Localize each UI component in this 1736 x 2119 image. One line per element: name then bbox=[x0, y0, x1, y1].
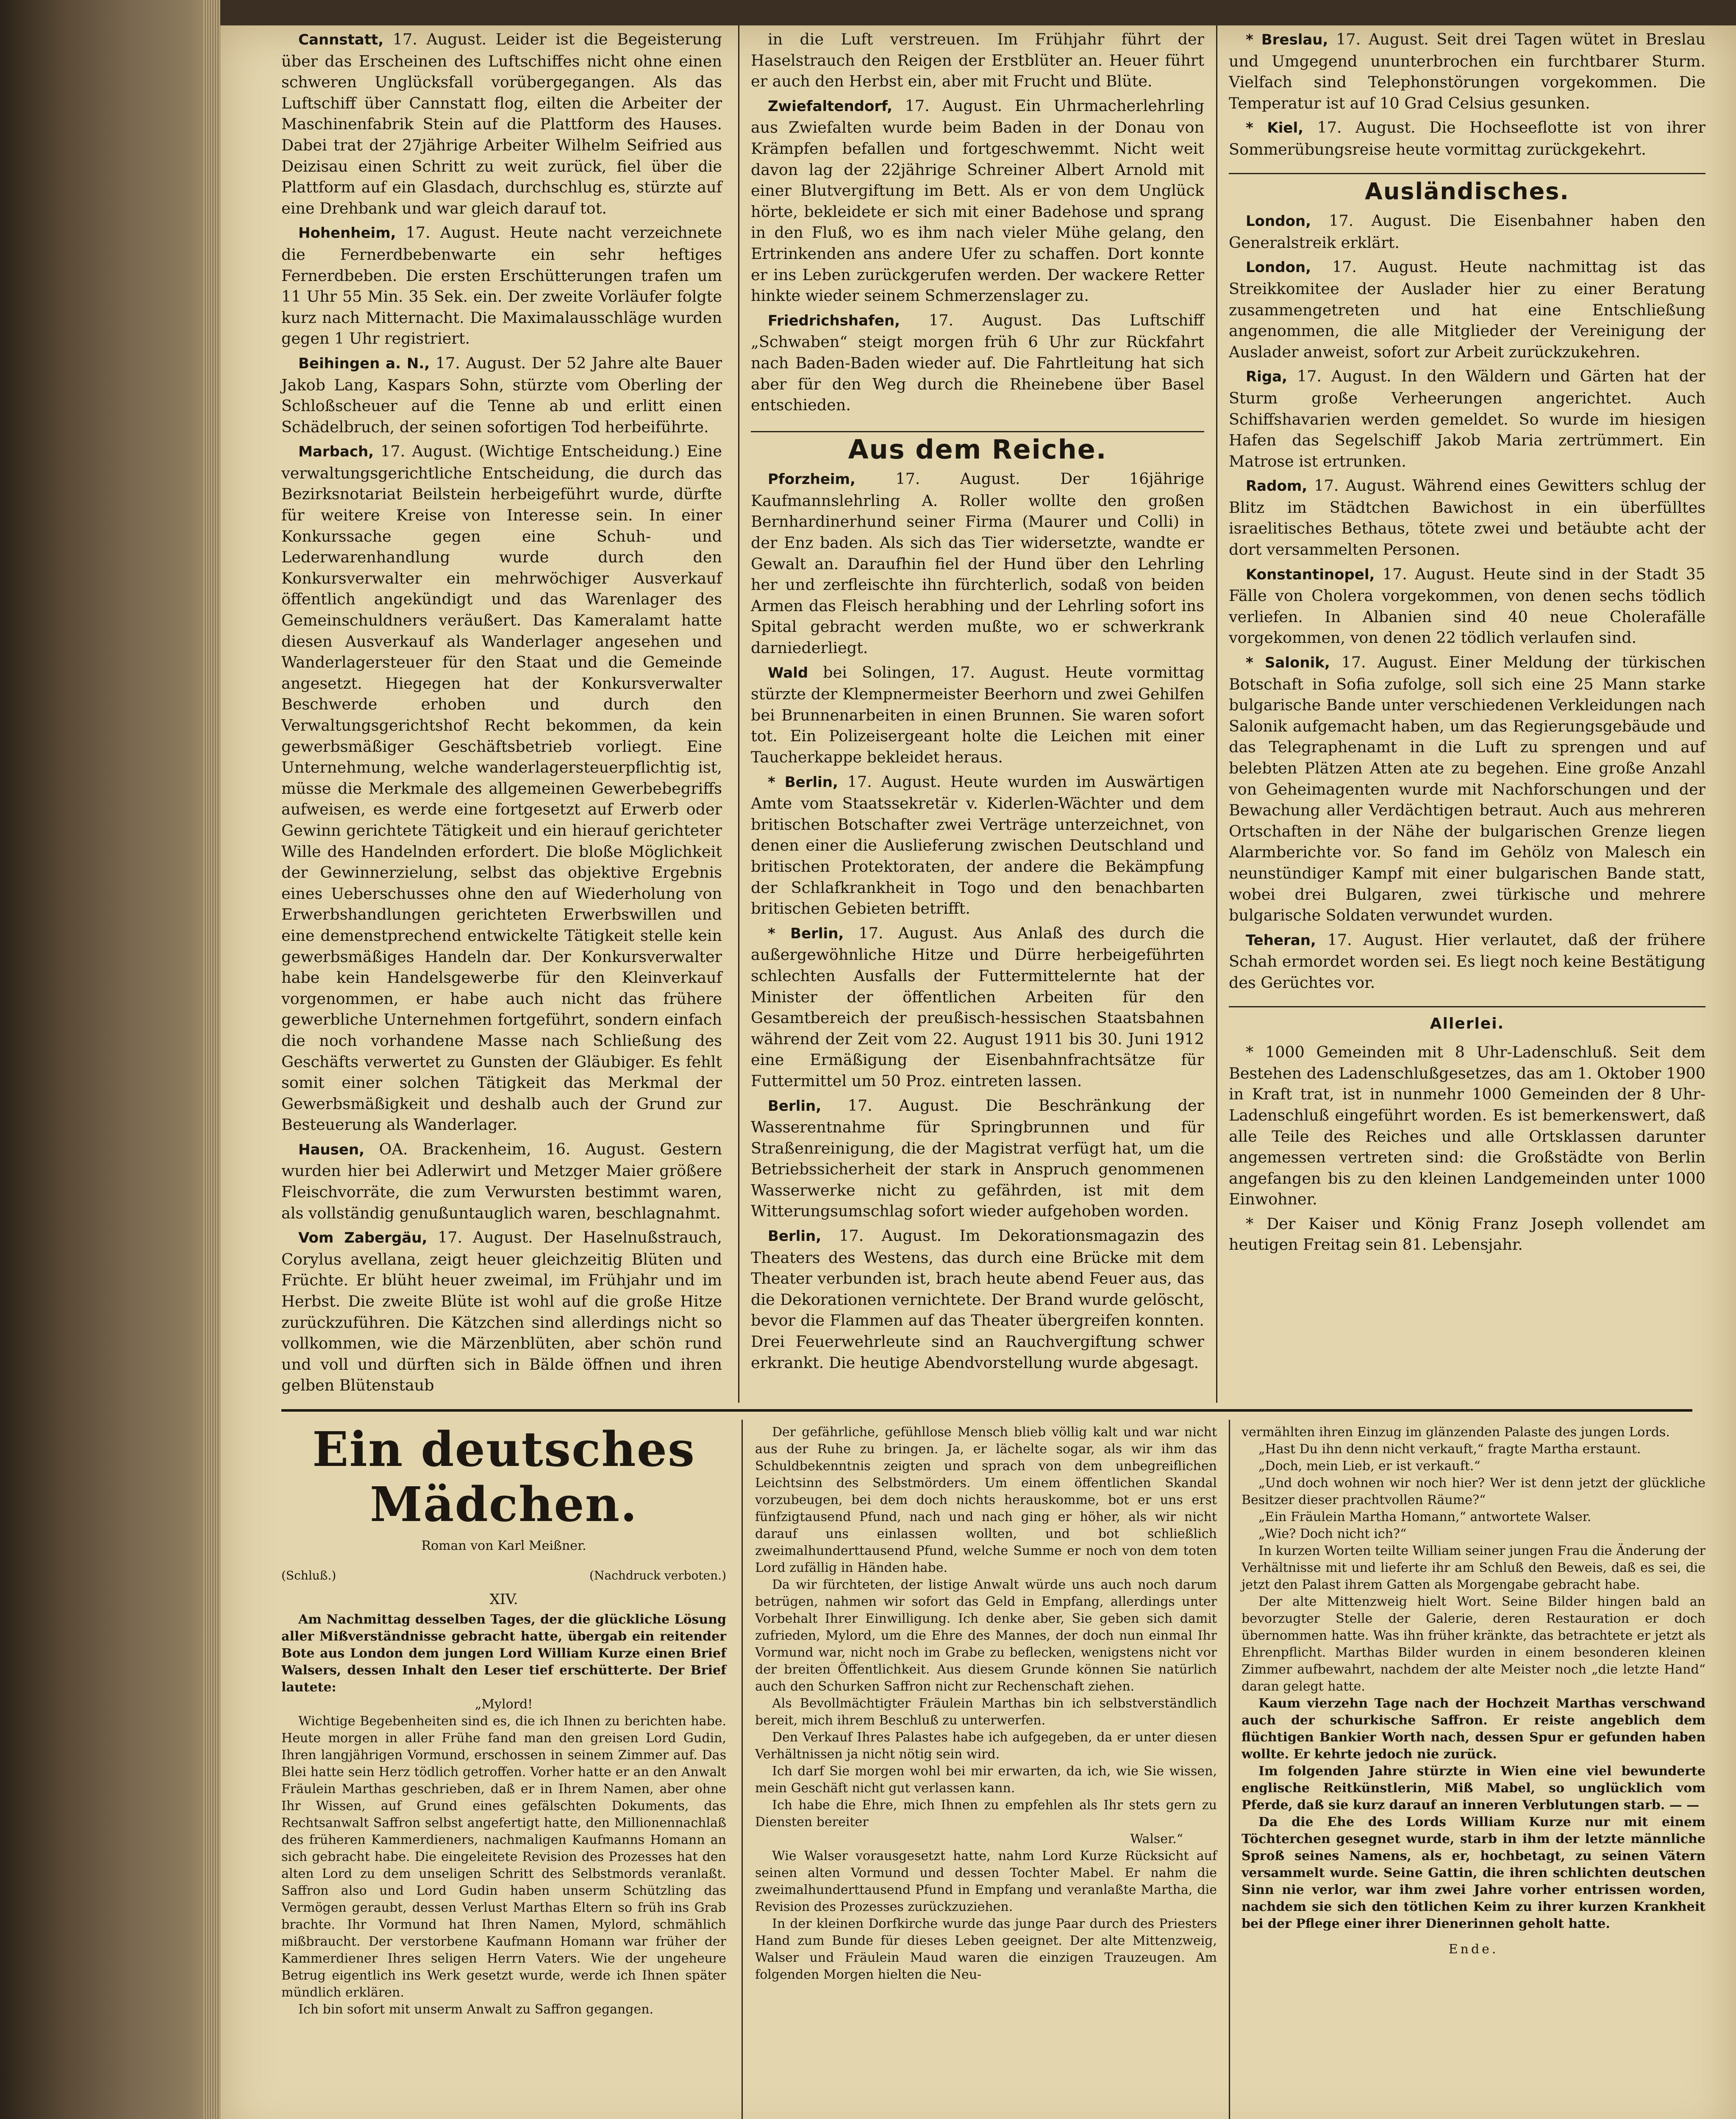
news-text: 17. August. Aus Anlaß des durch die außergewöhnliche Hitze und Dürre herbeigeführten schlechten Ausfalls der Futtermittelernte hat der Minister der öffentlichen Arbeiten für den Gesamtbereich der preußisch-hessischen Staatsbahnen während der Zeit vom 22. August 1911 bis 30. Juni 1912 eine Ermäßigung der Eisenbahnfrachtsätze für Futtermittel um 50 Proz. eintreten lassen. bbox=[751, 923, 1204, 1090]
news-text: 17. August. Die Beschränkung der Wasserentnahme für Springbrunnen und für Straßenreinigung, die der Magistrat verfügt hat, um die Betriebssicherheit der stark in Anspruch genommenen Wasserwerke nicht zu gefährden, ist mit dem Witterungsumschlag sofort wieder aufgehoben worden. bbox=[751, 1096, 1204, 1221]
news-item bbox=[1229, 929, 1705, 993]
novel-paragraph: vermählten ihren Einzug im glänzenden Palaste des jungen Lords. bbox=[1242, 1425, 1670, 1440]
column-separator bbox=[738, 25, 739, 1403]
novel-paragraph: Wie Walser vorausgesetzt hatte, nahm Lord Kurze Rücksicht auf seinen alten Vormund und dessen Tochter Mabel. Er nahm die zweimalhunderttausend Pfund in Empfang und veranlaßte Martha, die Revision des Prozesses zurückzuziehen. bbox=[755, 1849, 1217, 1914]
nachdruck-note: (Nachdruck verboten.) bbox=[589, 1568, 726, 1582]
news-dateline: Vom Zabergäu, bbox=[298, 1229, 428, 1247]
news-text: 17. August. Im Dekorationsmagazin des Theaters des Westens, das durch eine Brücke mit dem Theater verbunden ist, brach heute abend Feuer aus, das die Dekorationen vernichtete. Der Brand wurde gelöscht, bevor die Flammen auf das Theater übergreifen konnten. Drei Feuerwehrleute sind an Rauchvergiftung schwer erkrankt. Die heutige Abendvorstellung wurde abgesagt. bbox=[751, 1226, 1204, 1372]
news-text: 17. August. Der Haselnußstrauch, Corylus avellana, zeigt heuer gleichzeitig Blüten und Früchte. Er blüht heuer zweimal, im Frühjahr und im Herbst. Die zweite Blüte ist wohl auf die große Hitze zurückzuführen. Die Kätzchen sind allerdings nicht so vollkommen, wie die Märzenblüten, aber schön rund und voll und dürften sich in Bälde öffnen und ihren gelben Blütenstaub bbox=[281, 1228, 722, 1395]
news-item bbox=[1229, 366, 1705, 472]
column-separator bbox=[742, 1420, 743, 2119]
news-dateline: * Kiel, bbox=[1246, 120, 1304, 137]
chapter-number: XIV. bbox=[489, 1591, 518, 1608]
news-item bbox=[1229, 564, 1705, 648]
news-item bbox=[751, 923, 1204, 1092]
news-item bbox=[751, 662, 1204, 768]
news-dateline: London, bbox=[1246, 259, 1311, 276]
heading-aus-dem-reiche: Aus dem Reiche. bbox=[751, 431, 1204, 460]
news-item bbox=[1229, 1213, 1705, 1255]
news-text: 17. August. Heute sind in der Stadt 35 Fälle von Cholera vorgekommen, von denen sechs tödlich verliefen. In Albanien sind 40 neue Cholerafälle vorgekommen, von denen 22 tödlich verlaufen sind. bbox=[1229, 565, 1705, 647]
novel-paragraph: Der gefährliche, gefühllose Mensch blieb völlig kalt und war nicht aus der Ruhe zu bringen. Ja, er lächelte sogar, als wir ihm das Schuldbekenntnis zeigten und sprach von dem unbegreiflichen Leichtsinn des Selbstmörders. Um einem öffentlichen Skandal vorzubeugen, bei dem doch nichts herauskomme, bot er uns erst fünfzigtausend Pfund, nach und nach ging er höher, als wir nicht darauf uns einlassen wollten, und bot schließlich zweimalhunderttausend Pfund, welche Summe er noch von dem toten Lord zufällig in Händen habe. bbox=[755, 1425, 1217, 1575]
novel-paragraph: Im folgenden Jahre stürzte in Wien eine viel bewunderte englische Reitkünstlerin, Miß Mabel, so unglücklich vom Pferde, daß sie kurz darauf an inneren Verblutungen starb. — — bbox=[1242, 1764, 1705, 1813]
novel-column-1 bbox=[281, 1420, 726, 2119]
news-item bbox=[751, 1095, 1204, 1222]
novel-end: Ende. bbox=[1448, 1942, 1499, 1957]
novel-column-2 bbox=[755, 1424, 1217, 2119]
news-text: 17. August. Ein Uhrmacherlehrling aus Zwiefalten wurde beim Baden in der Donau von Krämpfen befallen und fortgeschwemmt. Nicht weit davon lag der 22jährige Schreiner Albert Arnold mit einer Blutvergiftung im Bett. Als er von dem Unglück hörte, bekleidete er sich mit einer Badehose und sprang in den Fluß, wo es ihm nach vieler Mühe gelang, den Ertrinkenden ans andere Ufer zu schaffen. Dort konnte er ins Leben zurückgerufen werden. Der wackere Retter hinkte wieder seinem Schmerzenslager zu. bbox=[751, 96, 1204, 305]
news-dateline: * Berlin, bbox=[768, 925, 844, 942]
novel-byline: Roman von Karl Meißner. bbox=[421, 1538, 586, 1553]
news-item bbox=[751, 771, 1204, 919]
novel-paragraph: Kaum vierzehn Tage nach der Hochzeit Marthas verschwand auch der schurkische Saffron. Er reiste angeblich dem flüchtigen Bankier Worth nach, dessen Spur er gefunden haben wollte. Er kehrte jedoch nie zurück. bbox=[1242, 1696, 1705, 1762]
news-dateline: Pforzheim, bbox=[768, 471, 856, 488]
news-item bbox=[1229, 256, 1705, 362]
novel-intro: Am Nachmittag desselben Tages, der die glückliche Lösung aller Mißverständnisse gebracht hatte, übergab ein reitender Bote aus London dem jungen Lord William Kurze einen Brief Walsers, dessen Inhalt den Leser tief erschütterte. Der Brief lautete: bbox=[281, 1612, 726, 1695]
news-text: * 1000 Gemeinden mit 8 Uhr-Ladenschluß. Seit dem Bestehen des Ladenschlußgesetzes, das am 1. Oktober 1900 in Kraft trat, ist in nunmehr 1000 Gemeinden der 8 Uhr-Ladenschluß eingeführt worden. Es ist bemerkenswert, daß alle Teile des Reiches und alle Ortsklassen darunter angemessen vertreten sind: die Großstädte von Berlin angefangen bis zu den kleinen Landgemeinden unter 1000 Einwohner. bbox=[1229, 1043, 1705, 1209]
column-separator bbox=[1216, 25, 1217, 1403]
news-item bbox=[1229, 1042, 1705, 1210]
news-text: * Der Kaiser und König Franz Joseph vollendet am heutigen Freitag sein 81. Lebensjahr. bbox=[1229, 1214, 1705, 1254]
news-dateline: Radom, bbox=[1246, 478, 1308, 495]
news-item bbox=[751, 310, 1204, 416]
novel-paragraph: Der alte Mittenzweig hielt Wort. Seine Bilder hingen bald an bevorzugter Stelle der Galerie, deren Restauration er doch übernommen hatte. Was ihn früher kränkte, das betrachtete er jetzt als Ehrenpflicht. Marthas Bilder wurden in einem besonderen kleinen Zimmer aufbewahrt, nachdem der alte Meister noch „die letzte Hand“ daran gelegt hatte. bbox=[1242, 1594, 1705, 1694]
news-text: 17. August. Leider ist die Begeisterung über das Erscheinen des Luftschiffes nicht ohne einen schweren Unglücksfall vorübergegangen. Als das Luftschiff über Cannstatt flog, eilten die Arbeiter der Maschinenfabrik Stein auf die Plattform des Hauses. Dabei trat der 27jährige Arbeiter Wilhelm Seifried aus Deizisau einen Schritt zu weit zurück, fiel über die Plattform auf ein Glasdach, durchschlug es, stürzte auf eine Drehbank und war gleich darauf tot. bbox=[281, 30, 722, 217]
news-item bbox=[281, 222, 722, 349]
news-text: 17. August. In den Wäldern und Gärten hat der Sturm große Verheerungen angerichtet. Auch Schiffshavarien werden gemeldet. So wurde im hiesigen Hafen das Segelschiff Jakob Maria zertrümmert. Ein Matrose ist ertrunken. bbox=[1229, 367, 1705, 470]
news-item bbox=[281, 353, 722, 437]
column-separator bbox=[1229, 1420, 1230, 2119]
news-dateline: London, bbox=[1246, 213, 1311, 230]
news-dateline: Friedrichshafen, bbox=[768, 312, 900, 329]
novel-paragraph: In der kleinen Dorfkirche wurde das junge Paar durch des Priesters Hand zum Bunde für dieses Leben geeignet. Der alte Mittenzweig, Walser und Fräulein Maud waren die einzigen Trauzeugen. Am folgenden Morgen hielten die Neu- bbox=[755, 1916, 1217, 1982]
column-2 bbox=[751, 25, 1204, 1377]
news-text: 17. August. Der 16jährige Kaufmannslehrling A. Roller wollte den großen Bernhardinerhund seiner Firma (Maurer und Colli) in der Enz baden. Als sich das Tier widersetzte, wandte er Gewalt an. Daraufhin fiel der Hund über den Lehrling her und zerfleischte ihn fürchterlich, sodaß von beiden Armen das Fleisch herabhing und der Lehrling sofort ins Spital gebracht werden mußte, wo er schwerkrank darniederliegt. bbox=[751, 470, 1204, 657]
novel-paragraph: Da wir fürchteten, der listige Anwalt würde uns auch noch darum betrügen, nahmen wir sofort das Geld in Empfang, allerdings unter Vorbehalt Ihrer Einwilligung. Ich denke aber, Sie geben sich damit zufrieden, Mylord, um die Ehre des Mannes, der doch nun einmal Ihr Vormund war, nicht noch im Grabe zu beflecken, wenigstens nicht vor der breiten Öffentlichkeit. Aus diesem Grunde können Sie natürlich auch den Schurken Saffron nicht zur Rechenschaft ziehen. bbox=[755, 1577, 1217, 1694]
novel-paragraph: „Hast Du ihn denn nicht verkauft,“ fragte Martha erstaunt. bbox=[1258, 1442, 1641, 1457]
news-item bbox=[1229, 117, 1705, 160]
news-item bbox=[281, 1227, 722, 1396]
news-text: 17. August. Der 52 Jahre alte Bauer Jakob Lang, Kaspars Sohn, stürzte vom Oberling der Schloßscheuer auf die Tenne ab und erlitt einen Schädelbruch, der seinen sofortigen Tod herbeiführte. bbox=[281, 353, 722, 436]
letter-salutation: „Mylord! bbox=[475, 1697, 533, 1712]
news-text: 17. August. Heute wurden im Auswärtigen Amte vom Staatssekretär v. Kiderlen-Wächter und dem britischen Botschafter zwei Verträge unterzeichnet, von denen einer die Auslieferung zwischen Deutschland und britischen Protektoraten, der andere die Bekämpfung der Schlafkrankheit in Togo und den benachbarten britischen Gebieten betrifft. bbox=[751, 772, 1204, 918]
novel-paragraph: Ich darf Sie morgen wohl bei mir erwarten, da ich, wie Sie wissen, mein Geschäft nicht gut verlassen kann. bbox=[755, 1764, 1217, 1796]
novel-paragraph: „Ein Fräulein Martha Homann,“ antwortete Walser. bbox=[1258, 1510, 1592, 1524]
news-text: 17. August. Die Eisenbahner haben den Generalstreik erklärt. bbox=[1229, 211, 1705, 252]
news-dateline: Wald bbox=[768, 664, 808, 681]
schluss-note: (Schluß.) bbox=[281, 1568, 336, 1582]
heading-allerlei: Allerlei. bbox=[1229, 1006, 1705, 1034]
news-dateline: Marbach, bbox=[298, 443, 374, 461]
novel-paragraph: Ich habe die Ehre, mich Ihnen zu empfehlen als Ihr stets gern zu Diensten bereiter bbox=[755, 1798, 1217, 1830]
novel-paragraph: Wichtige Begebenheiten sind es, die ich Ihnen zu berichten habe. Heute morgen in aller Frühe fand man den greisen Lord Gudin, Ihren langjährigen Vormund, erschossen in seinem Zimmer auf. Das Blei hatte sein Herz tödlich getroffen. Vorher hatte er an den Anwalt Fräulein Marthas geschrieben, daß er in Ihrem Namen, aber ohne Ihr Wissen, auf Grund eines gefälschten Dokuments, das Rechtsanwalt Saffron selbst angefertigt hatte, den Millionennachlaß des früheren Kammerdieners, nachmaligen Kaufmanns Homann an sich gebracht habe. Die eingeleitete Revision des Prozesses hat den alten Lord zu dem unseligen Schritt des Selbstmords veranlaßt. Saffron also und Lord Gudin haben unserm Schützling das Vermögen geraubt, dessen Verlust Marthas Eltern so früh ins Grab brachte. Ihr Vormund hat Ihren Namen, Mylord, schmählich mißbraucht. Der verstorbene Kaufmann Homann war früher der Kammerdiener Ihres seligen Herrn Vaters. Wie der ungeheure Betrug eigentlich ins Werk gesetzt wurde, werde ich Ihnen später mündlich erklären. bbox=[281, 1714, 726, 2000]
news-item bbox=[1229, 29, 1705, 114]
news-text: bei Solingen, 17. August. Heute vormittag stürzte der Klempnermeister Beerhorn und zwei Gehilfen bei Brunnenarbeiten in einen Brunnen. Sie waren sofort tot. Ein Polizeisergeant holte die Leichen mit einer Taucherkappe bekleidet heraus. bbox=[751, 663, 1204, 766]
news-item bbox=[281, 1139, 722, 1224]
novel-paragraph: Den Verkauf Ihres Palastes habe ich aufgegeben, da er unter diesen Verhältnissen ja nicht nötig sein wird. bbox=[755, 1730, 1217, 1762]
column-3 bbox=[1229, 25, 1705, 1377]
feuilleton-rule bbox=[281, 1409, 1692, 1412]
news-item bbox=[751, 29, 1204, 92]
news-text: 17. August. Hier verlautet, daß der frühere Schah ermordet worden sei. Es liegt noch keine Bestätigung des Gerüchtes vor. bbox=[1229, 930, 1705, 992]
news-text: 17. August. Einer Meldung der türkischen Botschaft in Sofia zufolge, soll sich eine 25 Mann starke bulgarische Bande unter verschiedenen Verkleidungen nach Salonik aufgemacht haben, um das Regierungsgebäude und das Telegraphenamt in die Luft zu sprengen und auf belebten Plätzen Atten ate zu begehen. Eine große Anzahl von Geheimagenten wurde mit Nachforschungen und der Bewachung aller Verdächtigen betraut. Auch aus mehreren Ortschaften in der Nähe der bulgarischen Grenze liegen Alarmberichte vor. So fand im Gehölz von Malesch ein neunstündiger Kampf mit einer bulgarischen Bande statt, wobei drei Bulgaren, zwei türkische und mehrere bulgarische Soldaten verwundet wurden. bbox=[1229, 653, 1705, 925]
novel-paragraph: Als Bevollmächtigter Fräulein Marthas bin ich selbstverständlich bereit, mich ihrem Beschluß zu unterwerfen. bbox=[755, 1696, 1217, 1728]
news-dateline: * Berlin, bbox=[768, 773, 838, 791]
news-dateline: Hohenheim, bbox=[298, 225, 396, 242]
novel-paragraph: „Doch, mein Lieb, er ist verkauft.“ bbox=[1258, 1459, 1480, 1474]
news-dateline: Riga, bbox=[1246, 368, 1288, 386]
news-dateline: * Salonik, bbox=[1246, 654, 1330, 672]
news-text: 17. August. Die Hochseeflotte ist von ihrer Sommerübungsreise heute vormittag zurückgekehrt. bbox=[1229, 118, 1706, 159]
news-item bbox=[1229, 210, 1705, 253]
news-dateline: Berlin, bbox=[768, 1097, 822, 1115]
news-text: in die Luft verstreuen. Im Frühjahr führt der Haselstrauch den Reigen der Erstblüter an. Heuer führt er auch den Herbst ein, aber mit Frucht und Blüte. bbox=[751, 30, 1204, 91]
heading-auslaendisches: Ausländisches. bbox=[1229, 173, 1705, 202]
novel-column-3 bbox=[1242, 1424, 1705, 2119]
news-text: 17. August. Seit drei Tagen wütet in Breslau und Umgegend ununterbrochen ein furchtbarer Sturm. Vielfach sind Telephonstörungen vorgekommen. Die Temperatur ist auf 10 Grad Celsius gesunken. bbox=[1229, 30, 1705, 112]
news-text: 17. August. Während eines Gewitters schlug der Blitz im Städtchen Bawichost in ein überfülltes israelitisches Bethaus, tötete zwei und betäubte acht der dort versammelten Personen. bbox=[1229, 476, 1705, 559]
news-item bbox=[751, 95, 1204, 306]
news-text: 17. August. (Wichtige Entscheidung.) Eine verwaltungsgerichtliche Entscheidung, die durch das Bezirksnotariat Beilstein herbeigeführt wurde, dürfte für weitere Kreise von Interesse sein. In einer Konkurssache gegen eine Schuh- und Lederwarenhandlung wurde durch den Konkursverwalter ein mehrwöchiger Ausverkauf öffentlich angekündigt und das Warenlager des Gemeinschuldners veräußert. Das Kameralamt hatte diesen Ausverkauf als Wanderlager angesehen und Wanderlagersteuer für den Staat und die Gemeinde angesetzt. Hiegegen hat der Konkursverwalter Beschwerde erhoben und durch den Verwaltungsgerichtshof Recht bekommen, da kein gewerbsmäßiger Geschäftsbetrieb vorliegt. Eine Unternehmung, welche wanderlagersteuerpflichtig ist, müsse die Merkmale des allgemeinen Gewerbebegriffs aufweisen, es werde eine fortgesetzt auf Erwerb oder Gewinn gerichtete Tätigkeit und ein hierauf gerichteter Wille des Handelnden erfordert. Die bloße Möglichkeit der Gewinnerzielung, selbst das objektive Ergebnis eines Ueberschusses ohne den auf Wiederholung von Erwerbshandlungen gerichteten Erwerbswillen und eine demenstprechend entwickelte Tätigkeit stelle kein gewerbsmäßiges Handeln dar. Der Konkursverwalter habe kein Handelsgewerbe für den Kleinverkauf vorgenommen, er habe auch nicht das frühere gewerbliche Unternehmen fortgeführt, sondern einfach die noch vorhandene Masse nach Schließung des Geschäfts verwertet zu Gunsten der Gläubiger. Es fehlt somit einer solchen Tätigkeit das Merkmal der Gewerbsmäßigkeit und deshalb auch der Grund zur Besteuerung als Wanderlager. bbox=[281, 442, 722, 1134]
news-text: 17. August. Das Luftschiff „Schwaben“ steigt morgen früh 6 Uhr zur Rückfahrt nach Baden-Baden wieder auf. Die Fahrtleitung hat sich aber für den Weg durch die Rheinebene über Basel entschieden. bbox=[751, 311, 1204, 414]
news-dateline: * Breslau, bbox=[1246, 31, 1328, 48]
novel-meta bbox=[281, 1567, 726, 1584]
news-dateline: Hausen, bbox=[298, 1141, 365, 1158]
novel-paragraph: „Wie? Doch nicht ich?“ bbox=[1258, 1527, 1407, 1541]
news-dateline: Zwiefaltendorf, bbox=[768, 97, 892, 115]
news-item bbox=[751, 1225, 1204, 1373]
book-binding bbox=[0, 0, 220, 2119]
news-dateline: Konstantinopel, bbox=[1246, 566, 1375, 583]
news-item bbox=[1229, 475, 1705, 560]
newspaper-page bbox=[220, 25, 1736, 2119]
letter-signature: Walser.“ bbox=[1130, 1832, 1183, 1846]
novel-paragraph: In kurzen Worten teilte William seiner jungen Frau die Änderung der Verhältnisse mit und lieferte ihr am Schluß den Beweis, daß es sei, die jetzt den Palast ihrem Gatten als Morgengabe gebracht habe. bbox=[1242, 1543, 1705, 1592]
news-text: OA. Brackenheim, 16. August. Gestern wurden hier bei Adlerwirt und Metzger Maier größere Fleischvorräte, die zum Verwursten bestimmt waren, als vollständig genußuntauglich waren, beschlagnahmt. bbox=[281, 1140, 722, 1222]
news-item bbox=[751, 468, 1204, 658]
novel-paragraph: „Und doch wohnen wir noch hier? Wer ist denn jetzt der glückliche Besitzer dieser prachtvollen Räume?“ bbox=[1242, 1476, 1705, 1507]
novel-paragraph: Da die Ehe des Lords William Kurze nur mit einem Töchterchen gesegnet wurde, starb in ihm der letzte männliche Sproß seines Namens, als er, hochbetagt, zu seinen Vätern versammelt wurde. Seine Gattin, die ihren schlichten deutschen Sinn nie verlor, war ihm zwei Jahre vorher entrissen worden, nachdem sie sich den tötlichen Keim zu ihrer kurzen Krankheit bei der Pflege einer ihrer Dienerinnen geholt hatte. bbox=[1242, 1815, 1705, 1931]
news-text: 17. August. Heute nachmittag ist das Streikkomitee der Auslader hier zu einer Beratung zusammengetreten und hat eine Entschließung angenommen, die alle Mitglieder der Vereinigung der Auslader anweist, sofort zur Arbeit zurückzukehren. bbox=[1229, 258, 1705, 361]
novel-paragraph: Ich bin sofort mit unserm Anwalt zu Saffron gegangen. bbox=[298, 2002, 654, 2017]
column-1 bbox=[281, 25, 722, 1395]
news-dateline: Teheran, bbox=[1246, 932, 1316, 949]
news-dateline: Beihingen a. N., bbox=[298, 355, 430, 372]
news-text: 17. August. Heute nacht verzeichnete die Fernerdbebenwarte ein sehr heftiges Fernerdbeben. Die ersten Erschütterungen trafen um 11 Uhr 55 Min. 35 Sek. ein. Der zweite Vorläufer folgte kurz nach Mitternacht. Die Maximalausschläge wurden gegen 1 Uhr registriert. bbox=[281, 223, 722, 348]
news-item bbox=[281, 29, 722, 219]
news-item bbox=[1229, 652, 1705, 926]
news-item bbox=[281, 441, 722, 1135]
news-dateline: Cannstatt, bbox=[298, 31, 384, 48]
news-dateline: Berlin, bbox=[768, 1228, 822, 1245]
novel-title: Ein deutsches Mädchen. bbox=[312, 1422, 696, 1532]
